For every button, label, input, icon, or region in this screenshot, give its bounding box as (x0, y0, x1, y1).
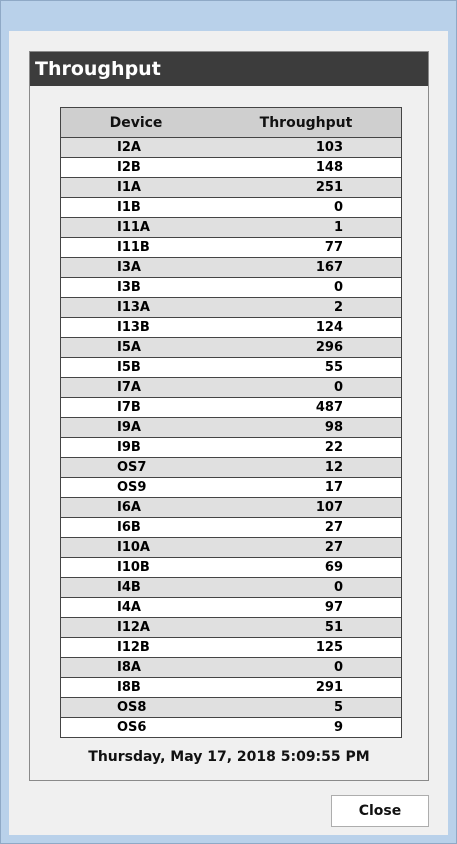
device-cell: OS6 (61, 718, 212, 738)
table-row (61, 718, 402, 738)
throughput-cell: 0 (211, 658, 402, 678)
throughput-cell: 27 (211, 518, 402, 538)
device-cell: I2A (61, 138, 212, 158)
throughput-cell: 124 (211, 318, 402, 338)
dialog-client-area (9, 31, 448, 835)
device-cell: I8A (61, 658, 212, 678)
column-header-device: Device (61, 108, 212, 138)
throughput-panel (29, 51, 429, 781)
throughput-cell: 5 (211, 698, 402, 718)
throughput-cell: 251 (211, 178, 402, 198)
table-row (61, 278, 402, 298)
device-cell: I8B (61, 678, 212, 698)
device-cell: I13B (61, 318, 212, 338)
timestamp: Thursday, May 17, 2018 5:09:55 PM (88, 749, 370, 765)
device-cell: I3A (61, 258, 212, 278)
device-cell: I9A (61, 418, 212, 438)
throughput-cell: 167 (211, 258, 402, 278)
throughput-cell: 107 (211, 498, 402, 518)
device-cell: I12A (61, 618, 212, 638)
device-cell: I6A (61, 498, 212, 518)
table-row (61, 398, 402, 418)
device-cell: OS7 (61, 458, 212, 478)
throughput-cell: 291 (211, 678, 402, 698)
table-row (61, 198, 402, 218)
throughput-table (60, 107, 402, 738)
throughput-cell: 2 (211, 298, 402, 318)
device-cell: I2B (61, 158, 212, 178)
throughput-cell: 1 (211, 218, 402, 238)
device-cell: I7B (61, 398, 212, 418)
table-row (61, 258, 402, 278)
table-row (61, 218, 402, 238)
device-cell: I1B (61, 198, 212, 218)
throughput-cell: 9 (211, 718, 402, 738)
throughput-cell: 22 (211, 438, 402, 458)
throughput-cell: 77 (211, 238, 402, 258)
table-row (61, 178, 402, 198)
device-cell: I3B (61, 278, 212, 298)
column-header-throughput: Throughput (211, 108, 402, 138)
throughput-cell: 0 (211, 198, 402, 218)
throughput-cell: 55 (211, 358, 402, 378)
device-cell: I7A (61, 378, 212, 398)
table-row (61, 438, 402, 458)
throughput-cell: 17 (211, 478, 402, 498)
device-cell: OS8 (61, 698, 212, 718)
throughput-cell: 51 (211, 618, 402, 638)
table-row (61, 678, 402, 698)
throughput-cell: 103 (211, 138, 402, 158)
table-row (61, 598, 402, 618)
table-row (61, 378, 402, 398)
table-header-row (61, 108, 402, 138)
throughput-cell: 97 (211, 598, 402, 618)
device-cell: OS9 (61, 478, 212, 498)
device-cell: I12B (61, 638, 212, 658)
device-cell: I10B (61, 558, 212, 578)
device-cell: I4B (61, 578, 212, 598)
table-row (61, 358, 402, 378)
throughput-cell: 0 (211, 278, 402, 298)
table-row (61, 478, 402, 498)
throughput-cell: 296 (211, 338, 402, 358)
table-row (61, 498, 402, 518)
device-cell: I13A (61, 298, 212, 318)
table-row (61, 318, 402, 338)
table-row (61, 458, 402, 478)
throughput-cell: 0 (211, 378, 402, 398)
throughput-cell: 27 (211, 538, 402, 558)
device-cell: I4A (61, 598, 212, 618)
table-row (61, 298, 402, 318)
device-cell: I9B (61, 438, 212, 458)
throughput-cell: 12 (211, 458, 402, 478)
panel-title: Throughput (30, 52, 428, 86)
throughput-cell: 148 (211, 158, 402, 178)
device-cell: I6B (61, 518, 212, 538)
device-cell: I10A (61, 538, 212, 558)
throughput-cell: 98 (211, 418, 402, 438)
throughput-cell: 0 (211, 578, 402, 598)
table-row (61, 138, 402, 158)
device-cell: I1A (61, 178, 212, 198)
throughput-cell: 69 (211, 558, 402, 578)
table-row (61, 638, 402, 658)
close-button[interactable]: Close (331, 795, 429, 827)
throughput-cell: 125 (211, 638, 402, 658)
table-row (61, 658, 402, 678)
device-cell: I11A (61, 218, 212, 238)
table-row (61, 618, 402, 638)
table-row (61, 418, 402, 438)
table-row (61, 538, 402, 558)
table-row (61, 558, 402, 578)
table-row (61, 338, 402, 358)
table-row (61, 578, 402, 598)
table-row (61, 238, 402, 258)
throughput-cell: 487 (211, 398, 402, 418)
table-row (61, 518, 402, 538)
device-cell: I5B (61, 358, 212, 378)
table-row (61, 698, 402, 718)
device-cell: I5A (61, 338, 212, 358)
table-row (61, 158, 402, 178)
device-cell: I11B (61, 238, 212, 258)
